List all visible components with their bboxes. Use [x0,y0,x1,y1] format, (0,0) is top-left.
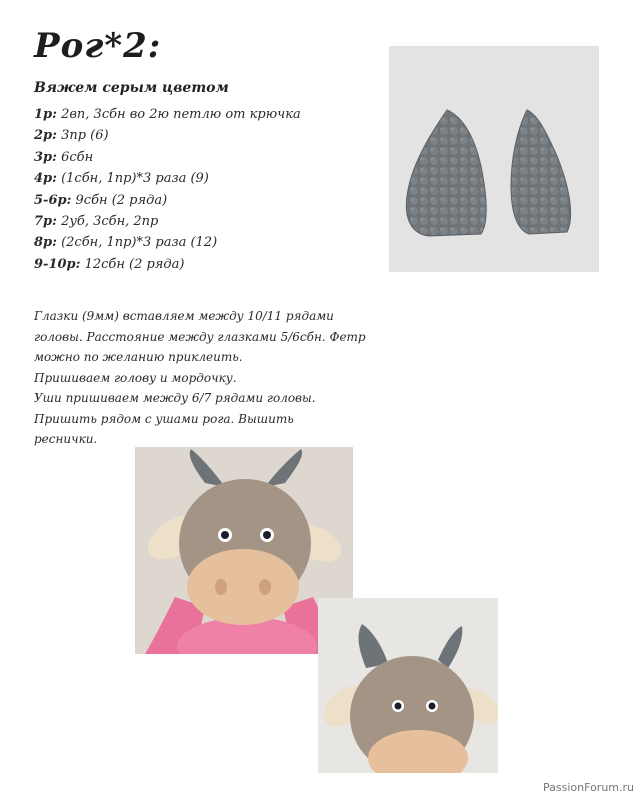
row-text: 2уб, 3сбн, 2пр [61,214,159,230]
pattern-row [34,168,301,189]
row-label: 1р: [34,107,57,122]
pattern-row [34,232,301,253]
pattern-row [34,211,301,232]
instruction-line: Пришиваем голову и мордочку. [34,370,237,385]
pattern-row [34,125,301,146]
instruction-line: Уши пришиваем между 6/7 рядами головы. [34,391,316,405]
row-text: 12сбн (2 ряда) [84,256,185,272]
row-text: 6сбн [61,149,94,165]
instruction-line: реснички. [34,432,98,446]
row-text: 2вп, 3сбн во 2ю петлю от крючка [61,107,301,122]
horns-photo [389,46,599,272]
row-label: 8р: [34,235,57,251]
cow-head-illustration [318,598,498,773]
pattern-row [34,190,301,211]
row-label: 2р: [34,128,57,144]
row-label: 3р: [34,149,57,165]
pattern-rows-list [34,104,301,275]
instruction-line: Пришить рядом с ушами рога. Вышить [34,411,294,426]
row-label: 5-6р: [34,192,72,208]
instruction-line: головы. Расстояние между глазками 5/6сбн. Фетр [34,329,366,344]
instruction-line: можно по желанию приклеить. [34,350,243,364]
row-label: 7р: [34,214,57,230]
site-watermark: PassionForum.ru [543,781,634,794]
toy-head-photo [318,598,498,773]
row-label: 4р: [34,171,57,187]
pattern-row [34,104,301,125]
row-text: 9сбн (2 ряда) [75,192,168,208]
horns-illustration [389,46,599,272]
row-text: (1сбн, 1пр)*3 раза (9) [61,171,209,187]
row-text: 3пр (6) [61,128,109,144]
instruction-line: Глазки (9мм) вставляем между 10/11 рядами [34,309,334,323]
section-subtitle: Вяжем серым цветом [34,80,229,96]
row-label: 9-10р: [34,256,81,272]
pattern-row [34,147,301,168]
page-title: Рог*2: [34,26,162,66]
row-text: (2сбн, 1пр)*3 раза (12) [61,235,218,251]
pattern-row [34,254,301,275]
assembly-instructions [34,306,434,450]
